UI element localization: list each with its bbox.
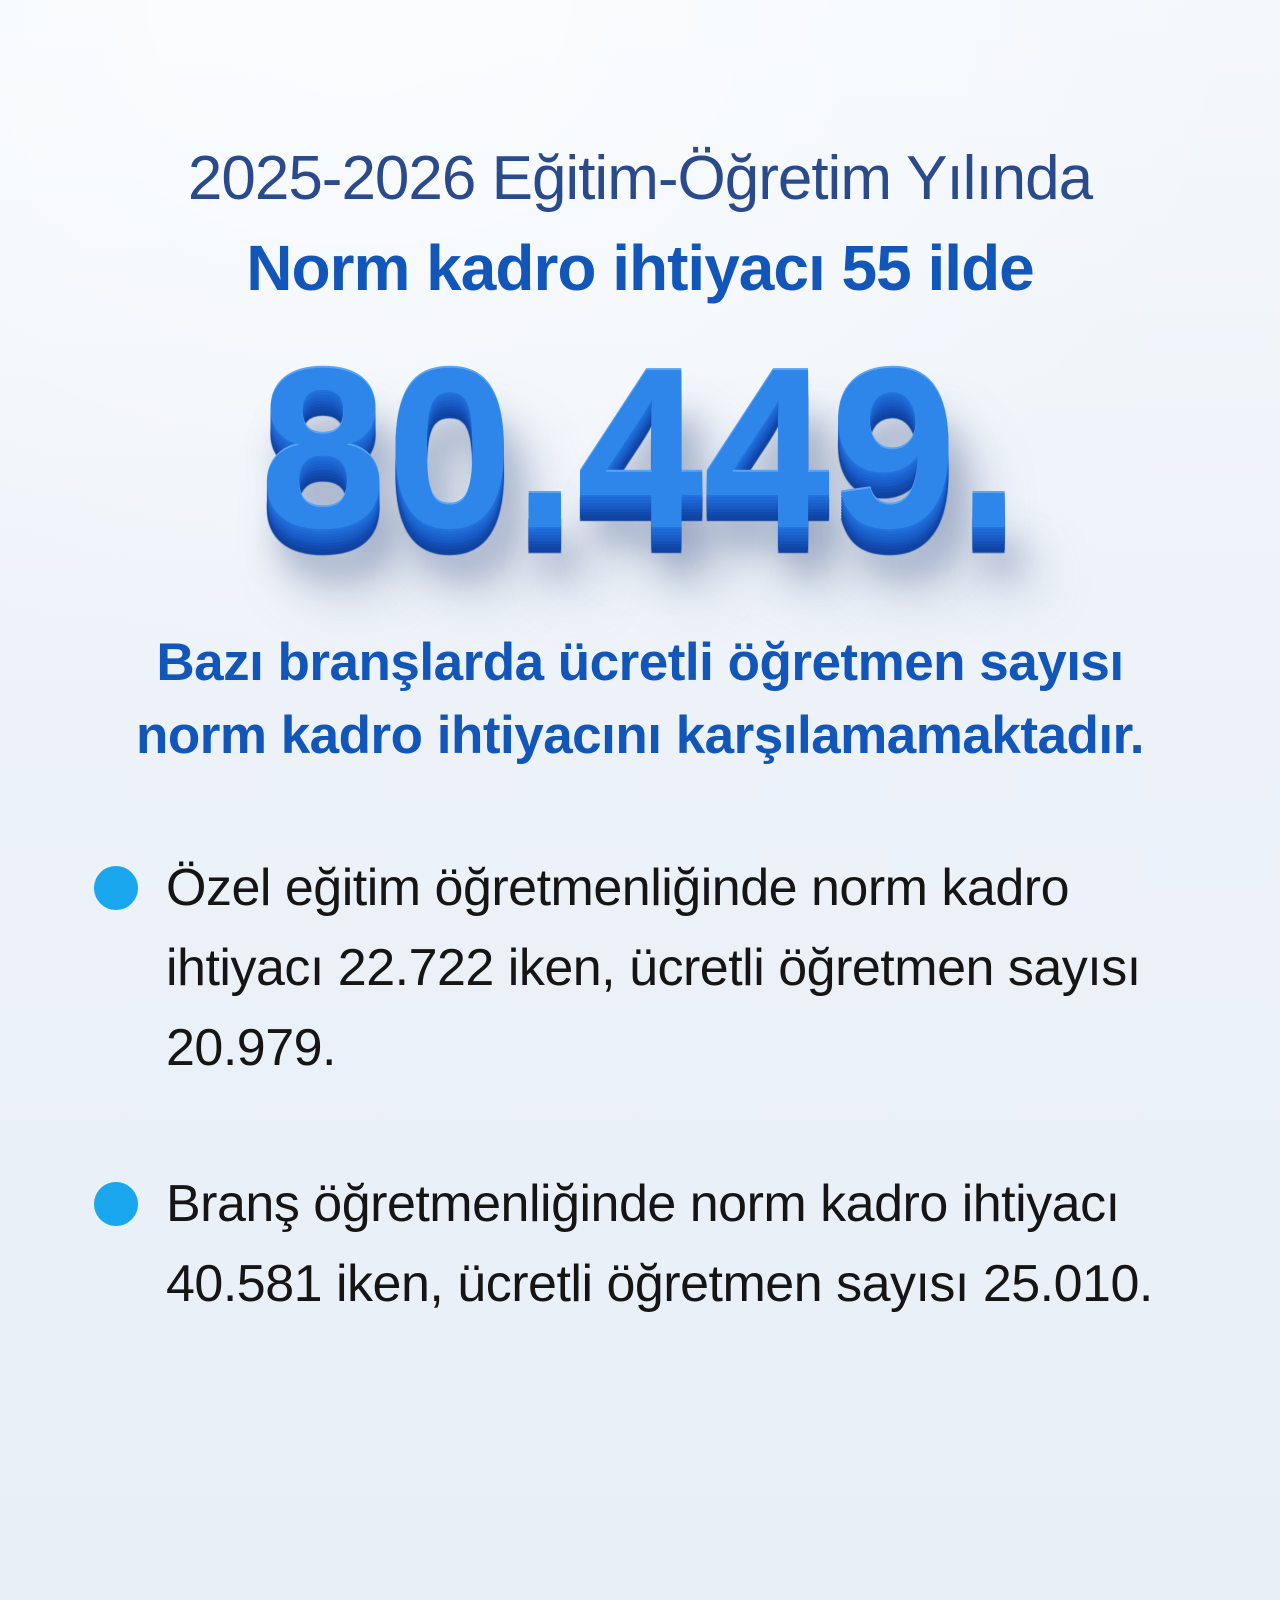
bullet-list: [94, 848, 1186, 1324]
list-item: [94, 848, 1186, 1088]
statement: [0, 626, 1280, 772]
header: [0, 144, 1280, 305]
statement-line-1: Bazı branşlarda ücretli öğretmen sayısı: [156, 632, 1124, 692]
title-year-line: 2025-2026 Eğitim-Öğretim Yılında: [187, 144, 1093, 213]
bullet-text-ozel-egitim: Özel eğitim öğretmenliğinde norm kadro ihtiyacı 22.722 iken, ücretli öğretmen sayısı 20.979.: [166, 858, 1141, 1078]
bullet-dot-icon: [94, 1182, 138, 1226]
bullet-text-brans: Branş öğretmenliğinde norm kadro ihtiyacı 40.581 iken, ücretli öğretmen sayısı 25.010.: [166, 1175, 1153, 1314]
highlight-number: 80.449.: [259, 322, 1021, 577]
bullet-dot-icon: [94, 866, 138, 910]
title-subject-line: Norm kadro ihtiyacı 55 ilde: [246, 232, 1034, 305]
list-item: [94, 1164, 1186, 1324]
statement-line-2: norm kadro ihtiyacını karşılamamaktadır.: [135, 705, 1145, 765]
